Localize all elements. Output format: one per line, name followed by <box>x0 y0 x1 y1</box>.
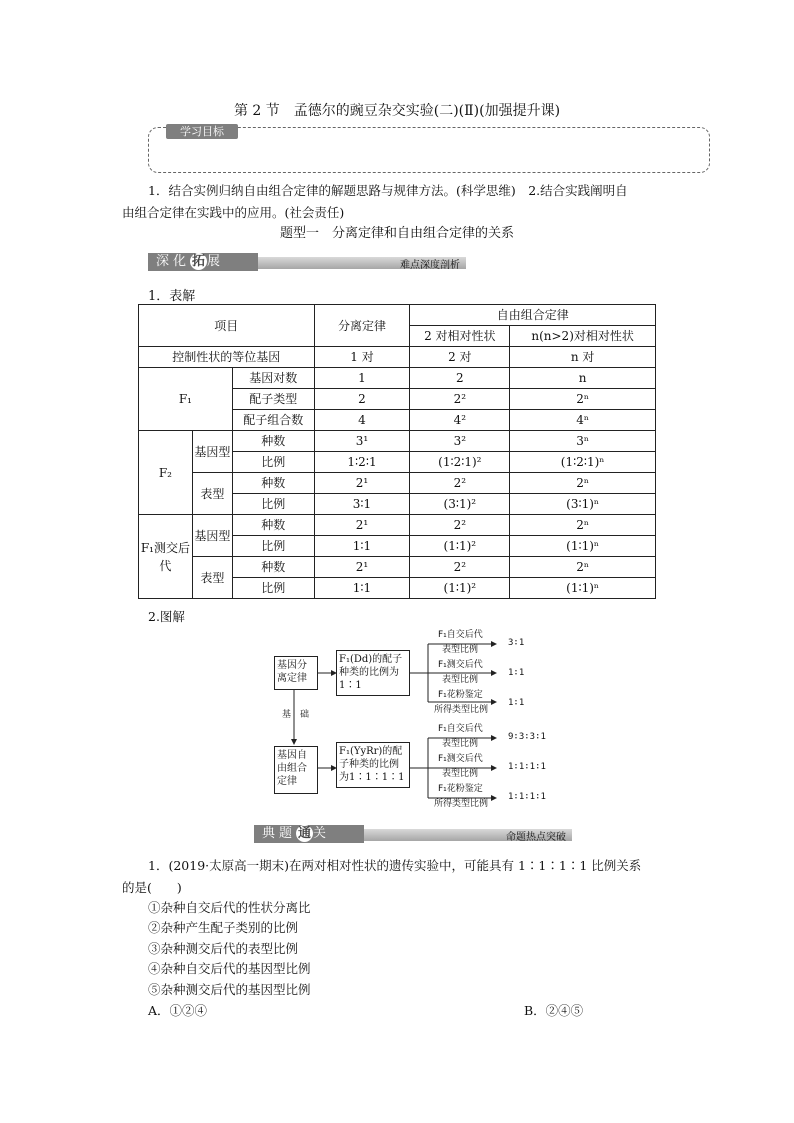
bot-2-l2: 表型比例 <box>442 769 479 779</box>
cell: 2ⁿ <box>510 389 656 410</box>
learning-goals-tag: 学习目标 <box>166 124 238 139</box>
top-3-ratio: 1∶1 <box>508 698 525 708</box>
f2-label: F₂ <box>139 431 193 515</box>
goal-line-2: 由组合定律在实践中的应用。(社会责任) <box>122 205 345 220</box>
genotype-label: 基因型 <box>192 431 232 473</box>
cell: 3² <box>410 431 510 452</box>
banner1-pre: 深化 <box>156 254 191 269</box>
th-item: 项目 <box>139 305 315 347</box>
dd-gamete-box: F₁(Dd)的配子种类的比例为1∶1 <box>336 650 410 696</box>
bot-3-ratio: 1∶1∶1∶1 <box>508 792 546 802</box>
phenotype-label: 表型 <box>192 557 232 599</box>
cell: 4 <box>314 410 410 431</box>
cell: (3∶1)² <box>410 494 510 515</box>
cell: (1∶1)ⁿ <box>510 578 656 599</box>
cell: 1 对 <box>314 347 410 368</box>
page-title: 第 2 节 孟德尔的豌豆杂交实验(二)(Ⅱ)(加强提升课) <box>233 103 561 119</box>
cell: 2² <box>410 389 510 410</box>
goal-line-1: 1．结合实例归纳自由组合定律的解题思路与规律方法。(科学思维) 2.结合实践阐明自 <box>148 183 628 198</box>
section-title: 题型一 分离定律和自由组合定律的关系 <box>279 226 514 241</box>
question-stem-1: 1．(2019·太原高一期末)在两对相对性状的遗传实验中，可能具有 1∶1∶1∶1 比例关系 <box>148 858 642 873</box>
cell: 1 <box>314 368 410 389</box>
kind-label: 种数 <box>232 557 314 578</box>
option-item: ②杂种产生配子类别的比例 <box>148 920 299 935</box>
option-item: ④杂种自交后代的基因型比例 <box>148 961 311 976</box>
cell: 1∶1 <box>314 578 410 599</box>
cell: 2 <box>314 389 410 410</box>
cell: 2² <box>410 515 510 536</box>
ratio-label: 比例 <box>232 452 314 473</box>
cell: 2² <box>410 473 510 494</box>
banner2-sub: 命题热点突破 <box>506 832 566 843</box>
basis-label: 基 础 <box>282 710 310 720</box>
kind-label: 种数 <box>232 431 314 452</box>
cell: 3ⁿ <box>510 431 656 452</box>
cell: 1∶2∶1 <box>314 452 410 473</box>
kind-label: 种数 <box>232 515 314 536</box>
relationship-diagram <box>270 628 570 813</box>
banner1-sub: 难点深度剖析 <box>400 260 460 271</box>
ratio-label: 比例 <box>232 536 314 557</box>
bot-2-ratio: 1∶1∶1∶1 <box>508 762 546 772</box>
subheading-table: 1．表解 <box>148 289 196 304</box>
cell: 2ⁿ <box>510 473 656 494</box>
cell: (1∶1)ⁿ <box>510 536 656 557</box>
th-free: 自由组合定律 <box>410 305 656 326</box>
genotype-label: 基因型 <box>192 515 232 557</box>
top-1-l1: F₁自交后代 <box>438 630 483 640</box>
cell: 2² <box>410 557 510 578</box>
cell: 2 对 <box>410 347 510 368</box>
cell: (1∶1)² <box>410 536 510 557</box>
bot-1-ratio: 9∶3∶3∶1 <box>508 732 546 742</box>
cell: 3¹ <box>314 431 410 452</box>
answer-b[interactable]: B．②④⑤ <box>524 1003 584 1018</box>
bot-3-l1: F₁花粉鉴定 <box>438 784 483 794</box>
cell: 1∶1 <box>314 536 410 557</box>
cell: 2¹ <box>314 473 410 494</box>
banner1-circle: 拓 <box>192 254 206 269</box>
typical-questions-banner <box>254 825 572 843</box>
row-label: 配子类型 <box>232 389 314 410</box>
comparison-table <box>138 304 656 599</box>
banner1-post: 展 <box>207 254 225 269</box>
cell: (3∶1)ⁿ <box>510 494 656 515</box>
cell: 2 <box>410 368 510 389</box>
cell: n <box>510 368 656 389</box>
cell: 4² <box>410 410 510 431</box>
subheading-diagram: 2.图解 <box>148 609 185 624</box>
banner2-pre: 典题 <box>262 826 297 841</box>
question-stem-2: 的是( ) <box>122 880 182 895</box>
cell: 3∶1 <box>314 494 410 515</box>
testcross-label: F₁测交后代 <box>139 515 193 599</box>
ratio-label: 比例 <box>232 578 314 599</box>
top-1-ratio: 3∶1 <box>508 638 525 648</box>
banner2-circle: 通 <box>298 826 312 841</box>
row-label: 基因对数 <box>232 368 314 389</box>
option-item: ①杂种自交后代的性状分离比 <box>148 900 311 915</box>
bot-1-l2: 表型比例 <box>442 739 479 749</box>
top-2-l2: 表型比例 <box>442 675 479 685</box>
cell: (1∶2∶1)ⁿ <box>510 452 656 473</box>
free-combination-box: 基因自由组合定律 <box>274 746 318 794</box>
yyrr-gamete-box: F₁(YyRr)的配子种类的比例为1∶1∶1∶1 <box>336 742 410 788</box>
kind-label: 种数 <box>232 473 314 494</box>
cell: 2¹ <box>314 515 410 536</box>
separation-law-box: 基因分离定律 <box>274 656 318 690</box>
row-ctrl-label: 控制性状的等位基因 <box>139 347 315 368</box>
bot-2-l1: F₁测交后代 <box>438 754 483 764</box>
deep-expand-banner <box>148 253 466 271</box>
ratio-label: 比例 <box>232 494 314 515</box>
f1-label: F₁ <box>139 368 233 431</box>
cell: (1∶1)² <box>410 578 510 599</box>
option-item: ③杂种测交后代的表型比例 <box>148 941 299 956</box>
cell: 2ⁿ <box>510 557 656 578</box>
cell: 2ⁿ <box>510 515 656 536</box>
cell: n 对 <box>510 347 656 368</box>
th-two: 2 对相对性状 <box>410 326 510 347</box>
answer-a[interactable]: A．①②④ <box>148 1003 208 1018</box>
phenotype-label: 表型 <box>192 473 232 515</box>
row-label: 配子组合数 <box>232 410 314 431</box>
top-2-l1: F₁测交后代 <box>438 660 483 670</box>
bot-1-l1: F₁自交后代 <box>438 724 483 734</box>
banner2-post: 关 <box>313 826 331 841</box>
top-1-l2: 表型比例 <box>442 645 479 655</box>
bot-3-l2: 所得类型比例 <box>434 799 489 809</box>
th-n: n(n>2)对相对性状 <box>510 326 656 347</box>
th-separation: 分离定律 <box>314 305 410 347</box>
top-2-ratio: 1∶1 <box>508 668 525 678</box>
cell: 4ⁿ <box>510 410 656 431</box>
cell: (1∶2∶1)² <box>410 452 510 473</box>
cell: 2¹ <box>314 557 410 578</box>
top-3-l2: 所得类型比例 <box>434 705 489 715</box>
top-3-l1: F₁花粉鉴定 <box>438 690 483 700</box>
option-item: ⑤杂种测交后代的基因型比例 <box>148 982 311 997</box>
